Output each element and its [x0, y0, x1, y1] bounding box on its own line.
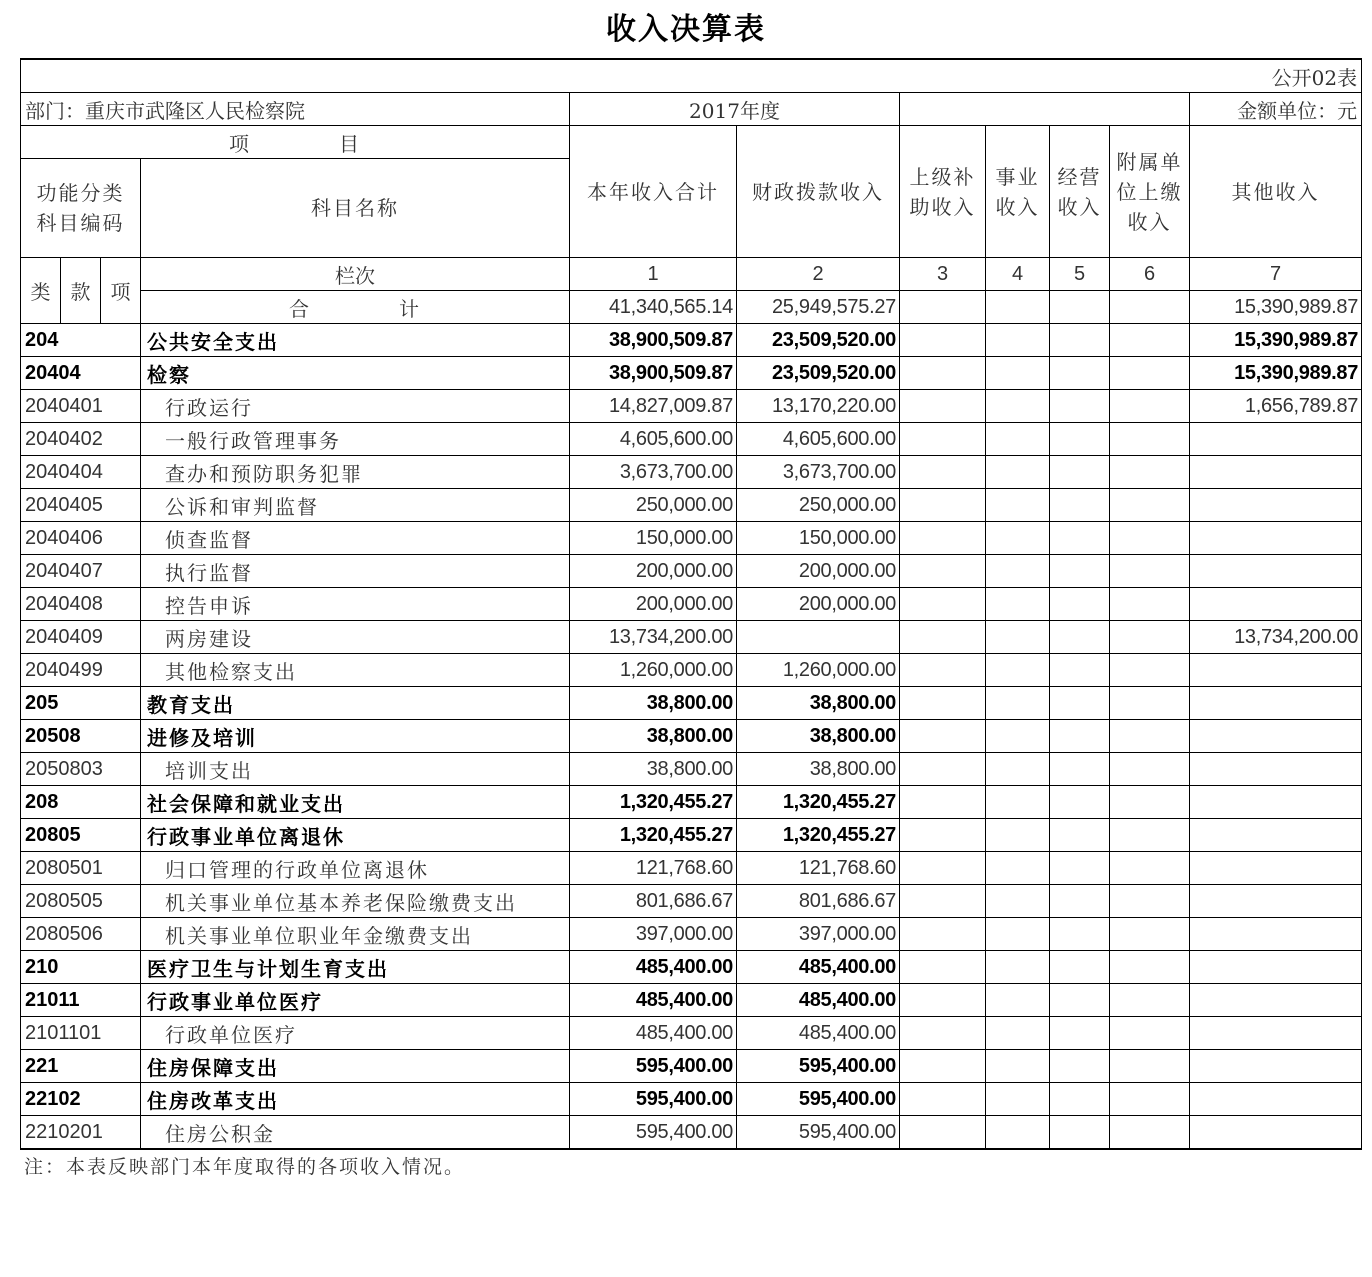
row-fiscal: 1,260,000.00	[737, 654, 900, 687]
row-code: 221	[21, 1050, 141, 1083]
row-fiscal: 200,000.00	[737, 555, 900, 588]
row-subject-name: 进修及培训	[141, 720, 570, 753]
row-subject-name: 公诉和审判监督	[141, 489, 570, 522]
sum-row	[21, 291, 1362, 324]
row-code: 2040401	[21, 390, 141, 423]
column-no-1: 1	[570, 258, 737, 291]
row-total: 595,400.00	[570, 1050, 737, 1083]
row-other	[1190, 522, 1362, 555]
row-fiscal: 200,000.00	[737, 588, 900, 621]
row-total: 121,768.60	[570, 852, 737, 885]
row-subject-name: 查办和预防职务犯罪	[141, 456, 570, 489]
row-total: 250,000.00	[570, 489, 737, 522]
col-total-header: 本年收入合计	[570, 126, 737, 258]
row-code: 2040405	[21, 489, 141, 522]
row-total: 801,686.67	[570, 885, 737, 918]
row-other	[1190, 852, 1362, 885]
col-superior-header: 上级补助收入	[900, 126, 986, 258]
row-total: 38,900,509.87	[570, 324, 737, 357]
row-total: 13,734,200.00	[570, 621, 737, 654]
row-total: 485,400.00	[570, 951, 737, 984]
table-row	[21, 819, 1362, 852]
row-fiscal: 801,686.67	[737, 885, 900, 918]
row-other	[1190, 1050, 1362, 1083]
column-no-3: 3	[900, 258, 986, 291]
row-other	[1190, 918, 1362, 951]
row-fiscal: 3,673,700.00	[737, 456, 900, 489]
table-row	[21, 951, 1362, 984]
column-no-5: 5	[1050, 258, 1110, 291]
row-code: 20508	[21, 720, 141, 753]
row-code: 2080505	[21, 885, 141, 918]
table-row	[21, 720, 1362, 753]
row-subject-name: 住房改革支出	[141, 1083, 570, 1116]
row-fiscal: 485,400.00	[737, 1017, 900, 1050]
column-no-7: 7	[1190, 258, 1362, 291]
table-row	[21, 753, 1362, 786]
row-other	[1190, 819, 1362, 852]
row-other	[1190, 489, 1362, 522]
row-total: 485,400.00	[570, 1017, 737, 1050]
row-code: 210	[21, 951, 141, 984]
row-code: 2040408	[21, 588, 141, 621]
row-code: 2040404	[21, 456, 141, 489]
row-code: 2210201	[21, 1116, 141, 1150]
column-no-6: 6	[1110, 258, 1190, 291]
table-row	[21, 1017, 1362, 1050]
row-subject-name: 机关事业单位职业年金缴费支出	[141, 918, 570, 951]
row-other	[1190, 885, 1362, 918]
row-code: 2080501	[21, 852, 141, 885]
item-header: 项 目	[21, 126, 570, 159]
row-total: 485,400.00	[570, 984, 737, 1017]
table-row	[21, 621, 1362, 654]
table-row	[21, 1116, 1362, 1150]
column-no-header: 栏次	[141, 258, 570, 291]
table-row	[21, 885, 1362, 918]
row-total: 397,000.00	[570, 918, 737, 951]
row-fiscal: 397,000.00	[737, 918, 900, 951]
row-subject-name: 医疗卫生与计划生育支出	[141, 951, 570, 984]
row-code: 2080506	[21, 918, 141, 951]
row-subject-name: 控告申诉	[141, 588, 570, 621]
table-id: 公开02表	[21, 59, 1362, 93]
row-other	[1190, 423, 1362, 456]
sum-fiscal: 25,949,575.27	[737, 291, 900, 324]
page-title: 收入决算表	[606, 12, 766, 47]
table-row	[21, 390, 1362, 423]
sum-label: 合 计	[141, 291, 570, 324]
row-other	[1190, 753, 1362, 786]
row-fiscal: 121,768.60	[737, 852, 900, 885]
table-row	[21, 1083, 1362, 1116]
row-fiscal: 1,320,455.27	[737, 819, 900, 852]
row-other	[1190, 1116, 1362, 1150]
row-code: 2040406	[21, 522, 141, 555]
year-label: 2017年度	[570, 93, 900, 126]
row-other	[1190, 1017, 1362, 1050]
row-total: 1,260,000.00	[570, 654, 737, 687]
row-code: 2040402	[21, 423, 141, 456]
table-row	[21, 456, 1362, 489]
row-other	[1190, 786, 1362, 819]
row-code: 2050803	[21, 753, 141, 786]
col-other-header: 其他收入	[1190, 126, 1362, 258]
row-subject-name: 执行监督	[141, 555, 570, 588]
row-total: 200,000.00	[570, 555, 737, 588]
row-code: 2040499	[21, 654, 141, 687]
row-code: 2101101	[21, 1017, 141, 1050]
row-subject-name: 行政事业单位医疗	[141, 984, 570, 1017]
income-table	[20, 58, 1362, 1150]
row-other: 13,734,200.00	[1190, 621, 1362, 654]
table-row	[21, 324, 1362, 357]
table-row	[21, 918, 1362, 951]
table-row	[21, 423, 1362, 456]
row-other	[1190, 1083, 1362, 1116]
row-other: 1,656,789.87	[1190, 390, 1362, 423]
table-row	[21, 357, 1362, 390]
column-no-2: 2	[737, 258, 900, 291]
row-total: 38,800.00	[570, 720, 737, 753]
row-subject-name: 归口管理的行政单位离退休	[141, 852, 570, 885]
row-code: 2040407	[21, 555, 141, 588]
row-other	[1190, 654, 1362, 687]
row-subject-name: 行政单位医疗	[141, 1017, 570, 1050]
row-subject-name: 行政事业单位离退休	[141, 819, 570, 852]
row-code: 20404	[21, 357, 141, 390]
row-other	[1190, 555, 1362, 588]
row-subject-name: 其他检察支出	[141, 654, 570, 687]
table-row	[21, 852, 1362, 885]
row-total: 14,827,009.87	[570, 390, 737, 423]
sum-other: 15,390,989.87	[1190, 291, 1362, 324]
row-other: 15,390,989.87	[1190, 324, 1362, 357]
row-fiscal: 4,605,600.00	[737, 423, 900, 456]
row-subject-name: 教育支出	[141, 687, 570, 720]
row-other	[1190, 588, 1362, 621]
func-code-header: 功能分类科目编码	[21, 159, 141, 258]
sum-total: 41,340,565.14	[570, 291, 737, 324]
row-subject-name: 侦查监督	[141, 522, 570, 555]
row-subject-name: 行政运行	[141, 390, 570, 423]
col-operating-header: 经营收入	[1050, 126, 1110, 258]
col-affiliate-header: 附属单位上缴收入	[1110, 126, 1190, 258]
row-fiscal: 595,400.00	[737, 1050, 900, 1083]
row-fiscal: 38,800.00	[737, 753, 900, 786]
table-row	[21, 489, 1362, 522]
row-subject-name: 社会保障和就业支出	[141, 786, 570, 819]
row-other	[1190, 951, 1362, 984]
row-fiscal: 38,800.00	[737, 720, 900, 753]
row-fiscal	[737, 621, 900, 654]
footnote: 注：本表反映部门本年度取得的各项收入情况。	[24, 1156, 466, 1178]
row-fiscal: 23,509,520.00	[737, 324, 900, 357]
row-subject-name: 住房公积金	[141, 1116, 570, 1150]
row-total: 150,000.00	[570, 522, 737, 555]
table-row	[21, 786, 1362, 819]
row-subject-name: 住房保障支出	[141, 1050, 570, 1083]
row-code: 21011	[21, 984, 141, 1017]
row-total: 38,800.00	[570, 687, 737, 720]
row-total: 4,605,600.00	[570, 423, 737, 456]
row-subject-name: 公共安全支出	[141, 324, 570, 357]
row-fiscal: 595,400.00	[737, 1116, 900, 1150]
xiang-header: 项	[101, 258, 141, 324]
row-code: 22102	[21, 1083, 141, 1116]
col-business-header: 事业收入	[986, 126, 1050, 258]
lei-header: 类	[21, 258, 61, 324]
row-code: 205	[21, 687, 141, 720]
table-row	[21, 687, 1362, 720]
row-code: 204	[21, 324, 141, 357]
department-label: 部门：重庆市武隆区人民检察院	[21, 93, 570, 126]
row-subject-name: 两房建设	[141, 621, 570, 654]
table-row	[21, 1050, 1362, 1083]
row-total: 3,673,700.00	[570, 456, 737, 489]
row-total: 595,400.00	[570, 1083, 737, 1116]
row-other	[1190, 984, 1362, 1017]
table-row	[21, 588, 1362, 621]
kuan-header: 款	[61, 258, 101, 324]
row-fiscal: 485,400.00	[737, 984, 900, 1017]
row-fiscal: 250,000.00	[737, 489, 900, 522]
row-subject-name: 培训支出	[141, 753, 570, 786]
row-fiscal: 485,400.00	[737, 951, 900, 984]
table-row	[21, 984, 1362, 1017]
row-other	[1190, 720, 1362, 753]
row-fiscal: 595,400.00	[737, 1083, 900, 1116]
row-other: 15,390,989.87	[1190, 357, 1362, 390]
row-other	[1190, 687, 1362, 720]
col-fiscal-header: 财政拨款收入	[737, 126, 900, 258]
row-fiscal: 150,000.00	[737, 522, 900, 555]
row-other	[1190, 456, 1362, 489]
row-fiscal: 38,800.00	[737, 687, 900, 720]
row-code: 20805	[21, 819, 141, 852]
row-fiscal: 23,509,520.00	[737, 357, 900, 390]
row-fiscal: 1,320,455.27	[737, 786, 900, 819]
row-total: 1,320,455.27	[570, 819, 737, 852]
table-row	[21, 522, 1362, 555]
table-row	[21, 654, 1362, 687]
row-total: 595,400.00	[570, 1116, 737, 1150]
row-total: 38,800.00	[570, 753, 737, 786]
row-code: 208	[21, 786, 141, 819]
row-code: 2040409	[21, 621, 141, 654]
column-no-4: 4	[986, 258, 1050, 291]
row-total: 1,320,455.27	[570, 786, 737, 819]
unit-label: 金额单位：元	[1190, 93, 1362, 126]
row-subject-name: 一般行政管理事务	[141, 423, 570, 456]
row-subject-name: 检察	[141, 357, 570, 390]
table-row	[21, 555, 1362, 588]
subject-name-header: 科目名称	[141, 159, 570, 258]
row-subject-name: 机关事业单位基本养老保险缴费支出	[141, 885, 570, 918]
row-total: 200,000.00	[570, 588, 737, 621]
row-total: 38,900,509.87	[570, 357, 737, 390]
row-fiscal: 13,170,220.00	[737, 390, 900, 423]
